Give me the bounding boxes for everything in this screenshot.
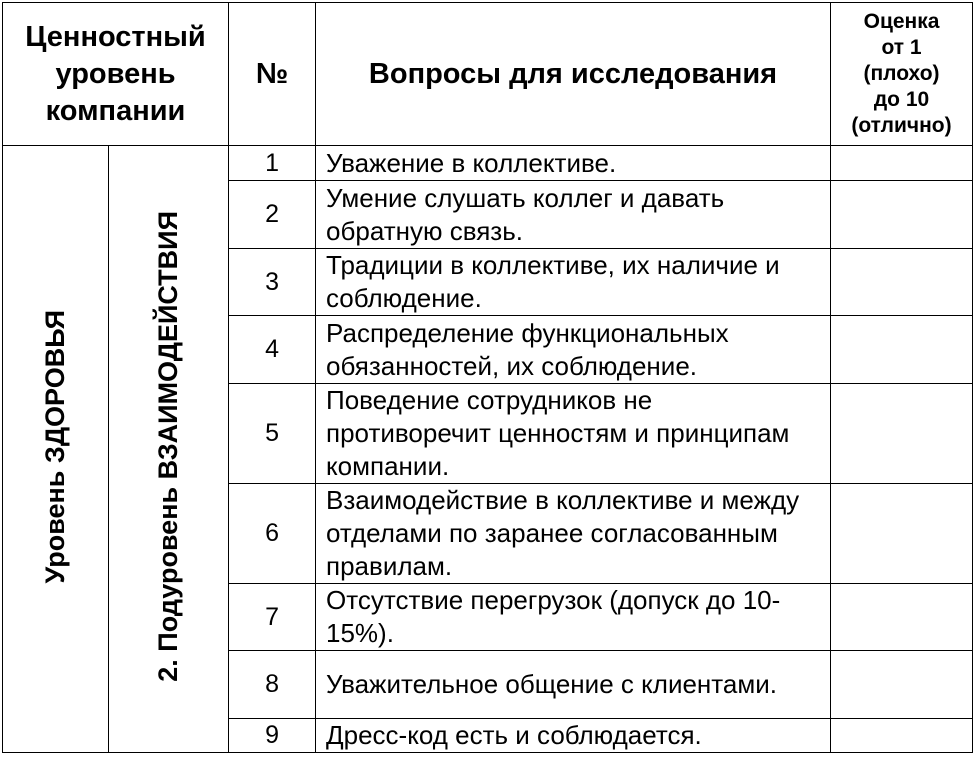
row-question: Умение слушать коллег и давать обратную связь.: [316, 181, 831, 249]
row-question: Отсутствие перегрузок (допуск до 10-15%).: [316, 584, 831, 651]
score-input-cell[interactable]: [831, 584, 973, 651]
row-question: Распределение функциональных обязанностей, их соблюдение.: [316, 316, 831, 384]
row-number: 4: [229, 316, 316, 384]
header-row: [3, 3, 973, 146]
row-question: Взаимодействие в коллективе и между отделами по заранее согласованным правилам.: [316, 484, 831, 584]
header-questions: Вопросы для исследования: [316, 3, 831, 146]
score-input-cell[interactable]: [831, 651, 973, 719]
row-number: 6: [229, 484, 316, 584]
score-input-cell[interactable]: [831, 146, 973, 181]
score-input-cell[interactable]: [831, 719, 973, 753]
row-number: 3: [229, 249, 316, 316]
row-number: 2: [229, 181, 316, 249]
table-row: [3, 146, 973, 181]
sublevel-label: 2. Подуровень ВЗАИМОДЕЙСТВИЯ: [153, 211, 183, 682]
score-input-cell[interactable]: [831, 384, 973, 484]
score-input-cell[interactable]: [831, 181, 973, 249]
score-input-cell[interactable]: [831, 249, 973, 316]
header-score: Оценка от 1 (плохо) до 10 (отлично): [831, 3, 973, 146]
header-number: №: [229, 3, 316, 146]
score-input-cell[interactable]: [831, 316, 973, 384]
row-question: Уважение в коллективе.: [316, 146, 831, 181]
header-level: Ценностный уровень компании: [3, 3, 229, 146]
sublevel-cell: [109, 146, 229, 753]
row-number: 8: [229, 651, 316, 719]
row-number: 1: [229, 146, 316, 181]
level-cell: [3, 146, 109, 753]
survey-table: [2, 2, 973, 753]
row-number: 5: [229, 384, 316, 484]
score-input-cell[interactable]: [831, 484, 973, 584]
row-question: Традиции в коллективе, их наличие и соблюдение.: [316, 249, 831, 316]
row-question: Дресс-код есть и соблюдается.: [316, 719, 831, 753]
row-question: Уважительное общение с клиентами.: [316, 651, 831, 719]
row-question: Поведение сотрудников не противоречит ценностям и принципам компании.: [316, 384, 831, 484]
row-number: 9: [229, 719, 316, 753]
row-number: 7: [229, 584, 316, 651]
level-label: Уровень ЗДОРОВЬЯ: [40, 309, 70, 584]
